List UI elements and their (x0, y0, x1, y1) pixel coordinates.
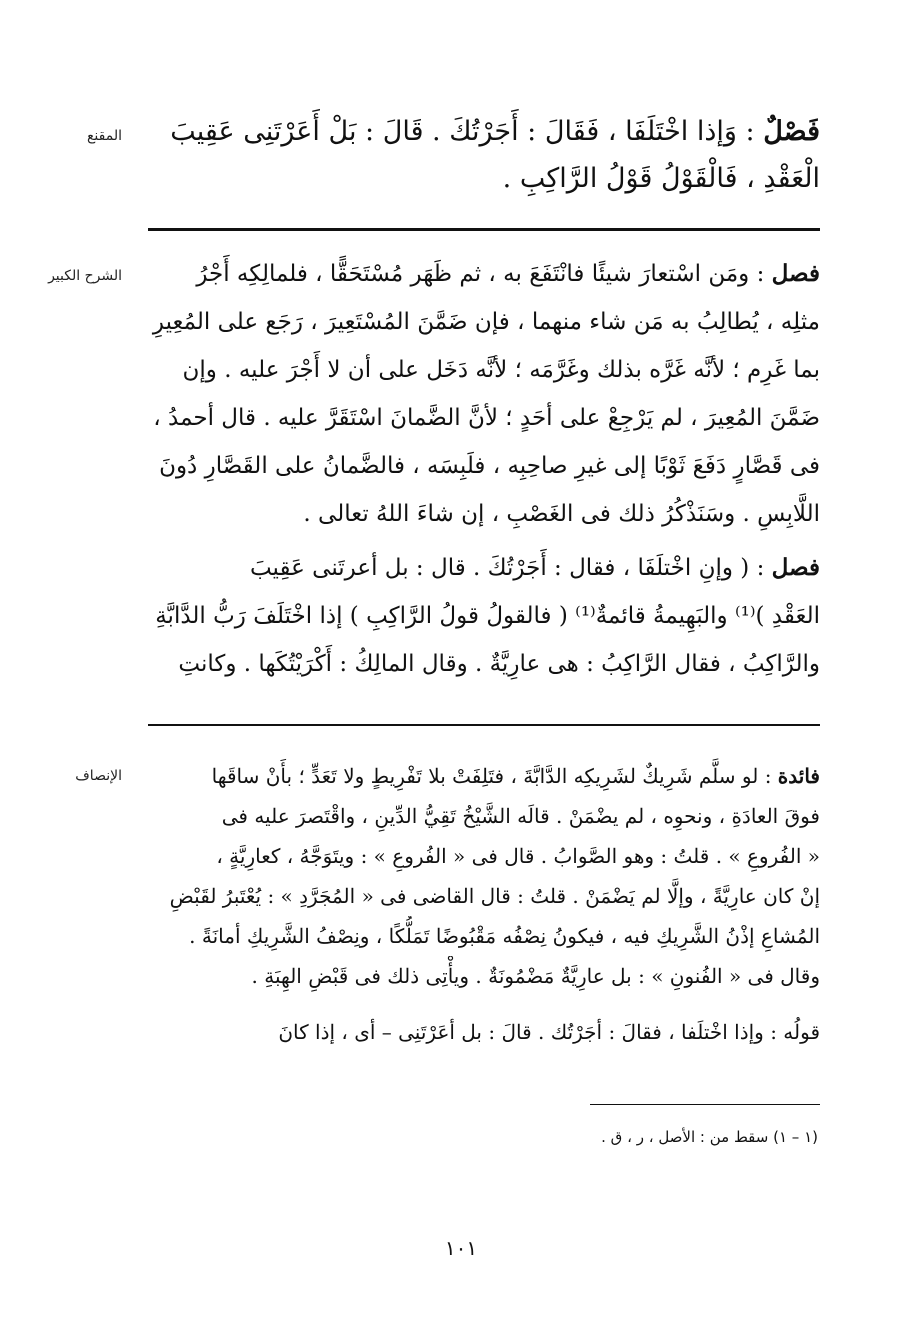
source-label-muqni: المقنع (86, 128, 122, 144)
source-label-sharh-kabir: الشرح الكبير (48, 268, 122, 284)
line-text: المُشاعِ إذْنُ الشَّرِيكِ فيه ، فيكونُ نِصْفُه مَقْبُوضًا تَمَلُّكًا ، ونِصْفُ الشَّرِيكِ أمانَةً . (189, 924, 820, 948)
insaf-text (150, 756, 820, 1052)
section-keyword: فصل (771, 554, 820, 581)
line-text: والرَّاكِبُ ، فقال الرَّاكِبُ : هى عارِيَّةٌ . وقال المالِكُ : أَكْرَيْتُكَها . وكانتِ (178, 651, 820, 677)
line-text: إنْ كان عارِيَّةً ، وإلَّا لم يَضْمَنْ . قلتُ : قال القاضى فى « المُجَرَّدِ » : يُعْتَبرُ لقَبْضِ (169, 884, 820, 908)
source-label-insaf: الإنصاف (75, 768, 122, 784)
footnote: (١ – ١) سقط من : الأصل ، ر ، ق . (601, 1128, 818, 1146)
text-line (150, 346, 820, 394)
footnote-separator (590, 1104, 820, 1105)
line-text: ضَمَّنَ المُعِيرَ ، لم يَرْجِعْ على أحَدٍ ؛ لأنَّ الضَّمانَ اسْتَقَرَّ عليه . قال أحمدُ ، (153, 405, 820, 431)
text-line (150, 544, 820, 592)
text-line (150, 876, 820, 916)
text-line (150, 956, 820, 996)
section-keyword: فائدة (777, 764, 820, 788)
sharh-kabir-text (150, 250, 820, 688)
text-line (150, 640, 820, 688)
text-line (150, 916, 820, 956)
text-line (150, 836, 820, 876)
line-text: العَقْدِ )⁽¹⁾ والبَهِيمةُ قائمةٌ⁽¹⁾ ( فالقولُ قولُ الرَّاكِبِ ) إذا اخْتَلَفَ رَبُّ الدَّابَّةِ (155, 603, 820, 629)
line-text: : ( وإنِ اخْتلَفَا ، فقال : أَجَرْتُكَ . قال : بل أعرتَنى عَقِيبَ (249, 555, 772, 581)
section-keyword: فَصْلٌ (763, 116, 820, 147)
line-text: فوقَ العادَةِ ، ونحوِه ، لم يضْمَنْ . قالَه الشَّيْخُ تَقِيُّ الدِّينِ ، واقْتَصرَ عليه فى (221, 804, 820, 828)
text-line (150, 155, 820, 202)
text-line (150, 394, 820, 442)
text-line (150, 108, 820, 155)
text-line (150, 250, 820, 298)
text-line (150, 592, 820, 640)
text-line (150, 490, 820, 538)
text-line (150, 756, 820, 796)
line-text: بما غَرِم ؛ لأنَّه غَرَّه بذلك وغَرَّمَه ؛ لأنَّه دَخَل على أن لا أَجْرَ عليه . وإن (182, 357, 820, 383)
line-text: : ومَن اسْتعارَ شيئًا فانْتَفَعَ به ، ثم ظَهَر مُسْتَحَقًّا ، فلمالِكِه أَجْرُ (196, 261, 772, 287)
line-text: : وَإذا اخْتَلَفَا ، فَقَالَ : أَجَرْتُكَ . قَالَ : بَلْ أَعَرْتَنِى عَقِيبَ (170, 116, 764, 147)
line-text: اللَّابِسِ . وسَنَذْكُرُ ذلك فى الغَصْبِ ، إن شاءَ اللهُ تعالى . (303, 501, 820, 527)
section-divider (148, 724, 820, 726)
text-line (150, 298, 820, 346)
page-number: ١٠١ (444, 1236, 478, 1260)
line-text: مثلِه ، يُطالِبُ به مَن شاء منهما ، فإن ضَمَّنَ المُسْتَعِيرَ ، رَجَع على المُعِيرِ (152, 309, 820, 335)
text-line (150, 442, 820, 490)
section-keyword: فصل (771, 260, 820, 287)
line-text: « الفُروعِ » . قلتُ : وهو الصَّوابُ . قال فى « الفُروعِ » : ويتَوَجَّهُ ، كعارِيَّةٍ ، (216, 844, 820, 868)
line-text: الْعَقْدِ ، فَالْقَوْلُ قَوْلُ الرَّاكِبِ . (502, 163, 820, 194)
line-text: وقال فى « الفُنونِ » : بل عارِيَّةٌ مَضْمُونَةٌ . ويأْتِى ذلك فى قَبْضِ الهِبَةِ . (251, 964, 820, 988)
line-text: : لو سلَّم شَرِيكٌ لشَرِيكِه الدَّابَّةَ ، فتَلِفَتْ بلا تَفْرِيطٍ ولا تَعَدٍّ ؛ بأَنْ ساقَها (211, 764, 778, 788)
text-line (150, 796, 820, 836)
line-text: فى قَصَّارٍ دَفَعَ ثَوْبًا إلى غيرِ صاحِبِه ، فلَبِسَه ، فالضَّمانُ على القَصَّارِ دُونَ (159, 453, 820, 479)
section-divider (148, 228, 820, 231)
muqni-text (150, 108, 820, 202)
text-line (150, 1012, 820, 1052)
line-text: قولُه : وإذا اخْتلَفا ، فقالَ : أجَرْتُك . قالَ : بل أعَرْتَنِى – أى ، إذا كانَ (278, 1020, 820, 1044)
